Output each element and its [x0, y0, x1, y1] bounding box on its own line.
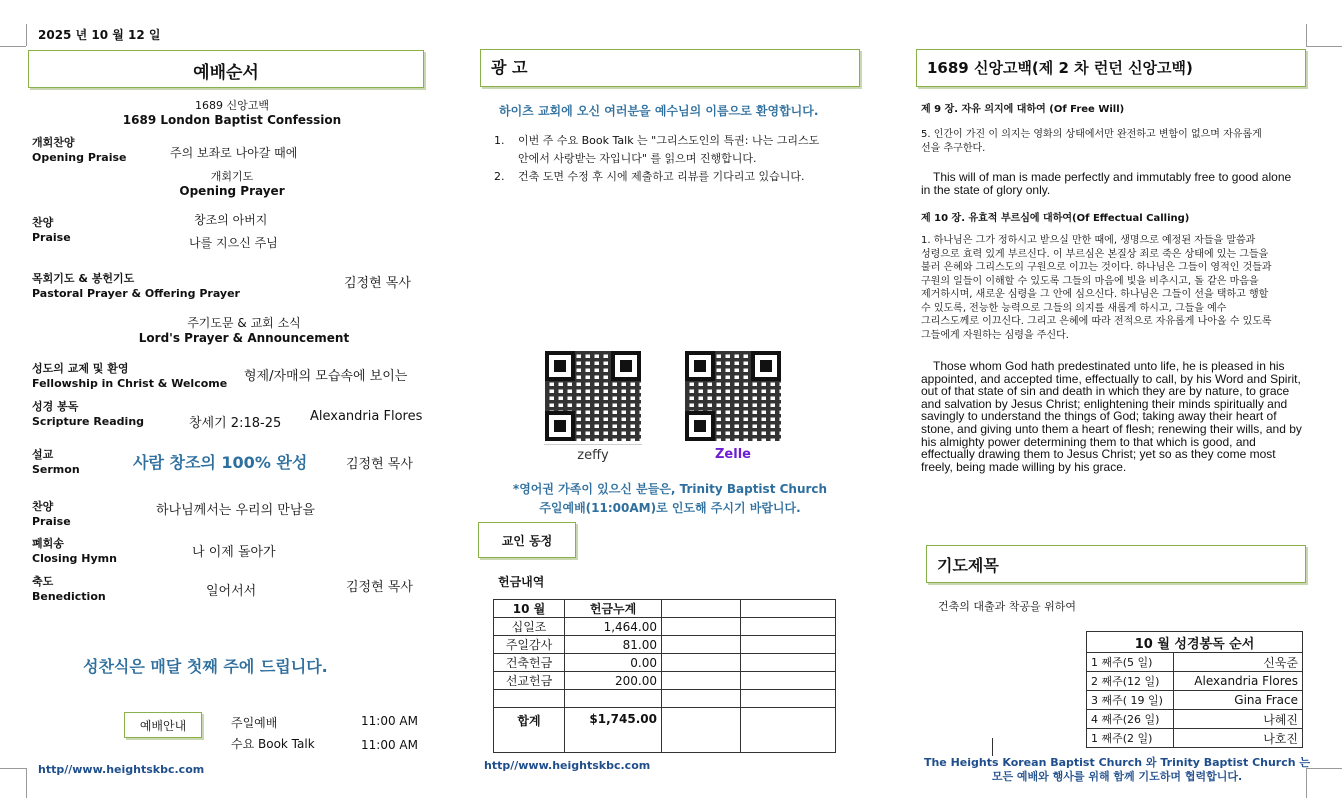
sermon-ko: 설교 — [32, 448, 54, 461]
bible-reading-header-row — [1087, 632, 1303, 653]
prayer-title: 기도제목 — [937, 556, 999, 575]
opening-prayer-block — [28, 168, 436, 198]
divider-line — [992, 738, 993, 756]
offering-cell-empty — [741, 636, 836, 654]
offering-total-label: 합계 — [494, 708, 565, 753]
opening-prayer-en: Opening Prayer — [179, 184, 285, 198]
worship-guide-badge — [124, 712, 202, 738]
chapter-10-en-line: stone, and giving unto them a heart of flesh; renewing their wills, and by — [921, 421, 1302, 436]
confession-header — [916, 49, 1306, 87]
partnership-footer — [920, 756, 1314, 784]
offering-cell-empty — [662, 690, 741, 708]
benediction-ko: 축도 — [32, 575, 54, 588]
confession-block — [28, 97, 436, 127]
offering-total-amount: $1,745.00 — [565, 708, 662, 753]
chapter-9-ko-line: 5. 인간이 가진 이 의지는 영화의 상태에서만 완전하고 변함이 없으며 자유롭게 — [921, 129, 1262, 140]
chapter-10-en-line: freely, being made willing by his grace. — [921, 459, 1127, 474]
service-order-title: 예배순서 — [193, 63, 259, 83]
website-link-left[interactable]: http//www.heightskbc.com — [38, 763, 205, 776]
english-note-line-2: 주일예배(11:00AM)로 인도해 주시기 바랍니다. — [539, 501, 801, 515]
chapter-10-ko-line: 1. 하나님은 그가 정하시고 받으실 만한 때에, 생명으로 예정된 자들을 말씀과 — [921, 235, 1256, 246]
bible-reading-table — [1086, 631, 1303, 748]
offering-label: 건축헌금 — [494, 654, 565, 672]
praise-en: Praise — [32, 230, 71, 244]
chapter-9-title: 제 9 장. 자유 의지에 대하여 (Of Free Will) — [921, 104, 1125, 115]
chapter-10-en-line: Those whom God hath predestinated unto life, he is pleased in his — [933, 359, 1285, 373]
bible-week: 1 째주(2 일) — [1087, 729, 1174, 748]
chapter-10-ko-line: 제거하시며, 새로운 심령을 그 안에 심으신다. 하나님은 그들이 선을 택하고 행할 — [921, 289, 1269, 300]
reading-reader: Alexandria Flores — [310, 409, 423, 424]
ads-item-1-num: 1. — [494, 134, 505, 147]
chapter-10-ko-line: 불러 은혜와 그리스도의 구원으로 이끄는 것이다. 하나님은 그들이 영적인 것들과 — [921, 262, 1272, 273]
offering-amount: 0.00 — [565, 654, 662, 672]
english-note — [480, 480, 860, 518]
chapter-9-en-line: This will of man is made perfectly and immutably free to good alone — [933, 170, 1292, 184]
offering-cell-empty — [741, 672, 836, 690]
zelle-qr-card[interactable] — [684, 351, 782, 466]
offering-title: 헌금내역 — [498, 575, 545, 589]
sermon-preacher: 김정현 목사 — [346, 457, 413, 472]
bible-week: 4 째주(26 일) — [1087, 710, 1174, 729]
crop-mark — [26, 768, 27, 798]
offering-cell-empty — [741, 618, 836, 636]
bible-reader: 신욱준 — [1174, 653, 1303, 672]
chapter-10-en-line: and salvation by Jesus Christ; enlightening their minds spiritually and — [921, 396, 1288, 411]
chapter-10-title: 제 10 장. 유효적 부르심에 대하여(Of Effectual Calling) — [921, 213, 1190, 224]
reading-ko: 성경 봉독 — [32, 400, 79, 413]
chapter-10-ko-line: 구원의 일들이 이해할 수 있도록 그들의 마음에 빛을 비추시고, 돌 같은 마음을 — [921, 275, 1259, 287]
qr-finder — [685, 351, 715, 381]
chapter-9-korean — [921, 128, 1262, 156]
chapter-10-ko-line: 그들에게 자원하는 심령을 주신다. — [921, 329, 1069, 341]
table-row — [494, 690, 836, 708]
opening-praise-label — [32, 136, 127, 166]
worship-guide-label: 예배안내 — [139, 719, 187, 733]
offering-header-month: 10 월 — [494, 600, 565, 618]
offering-cell-empty — [741, 690, 836, 708]
opening-praise-en: Opening Praise — [32, 150, 127, 164]
reading-passage: 창세기 2:18-25 — [189, 416, 282, 431]
closing-song: 나 이제 돌아가 — [192, 545, 276, 560]
praise-song-2: 나를 지으신 주님 — [189, 236, 278, 250]
guide-wed-time: 11:00 AM — [361, 738, 418, 752]
bible-reader: 나혜진 — [1174, 710, 1303, 729]
crop-mark — [1306, 46, 1342, 47]
offering-cell-empty — [494, 690, 565, 708]
benediction-song: 일어서서 — [206, 584, 257, 599]
fellowship-text: 형제/자매의 모습속에 보이는 — [244, 369, 408, 384]
chapter-10-en-line: out of that state of sin and death in which they are by nature, to grace — [921, 384, 1290, 399]
chapter-10-ko-line: 수 있도록, 전능한 능력으로 그들의 의지를 새롭게 하시고, 그들을 예수 — [921, 302, 1227, 314]
bible-reader: 나호진 — [1174, 729, 1303, 748]
qr-finder — [751, 351, 781, 381]
table-row — [494, 618, 836, 636]
offering-amount: 81.00 — [565, 636, 662, 654]
qr-finder — [545, 351, 575, 381]
table-row — [494, 654, 836, 672]
chapter-9-en-line: in the state of glory only. — [921, 183, 1051, 197]
offering-table — [493, 599, 836, 753]
opening-prayer-ko: 개회기도 — [210, 170, 254, 183]
zeffy-label: zeffy — [544, 444, 642, 467]
fellowship-ko: 성도의 교제 및 환영 — [32, 362, 129, 375]
praise2-en: Praise — [32, 514, 71, 528]
offering-header-total: 헌금누계 — [565, 600, 662, 618]
benediction-label — [32, 575, 106, 605]
offering-total-row — [494, 708, 836, 753]
ads-item-1-line-1: 이번 주 수요 Book Talk 는 "그리스도인의 특권: 나는 그리스도 — [518, 134, 820, 147]
bible-week: 2 째주(12 일) — [1087, 672, 1174, 691]
praise-ko: 찬양 — [32, 216, 54, 229]
table-row — [1087, 653, 1303, 672]
english-note-line-1: *영어권 가족이 있으신 분들은, Trinity Baptist Church — [512, 482, 828, 496]
fellowship-en: Fellowship in Christ & Welcome — [32, 376, 228, 390]
chapter-10-english — [921, 360, 1302, 473]
pastoral-prayer-label — [32, 272, 240, 302]
guide-sunday: 주일예배 — [231, 716, 278, 730]
prayer-header — [926, 545, 1306, 583]
opening-praise-ko: 개회찬양 — [32, 136, 75, 149]
partnership-footer-line-1: The Heights Korean Baptist Church 와 Trinity Baptist Church 는 — [923, 756, 1311, 769]
benediction-leader: 김정현 목사 — [346, 580, 413, 595]
benediction-en: Benediction — [32, 589, 106, 603]
confession-title: 1689 신앙고백(제 2 차 런던 신앙고백) — [927, 59, 1193, 77]
table-row — [1087, 691, 1303, 710]
crop-mark — [0, 768, 26, 769]
offering-cell-empty — [741, 708, 836, 753]
offering-cell-empty — [662, 636, 741, 654]
offering-cell-empty — [662, 600, 741, 618]
chapter-10-en-line: savingly to understand the things of God; taking away their heart of — [921, 409, 1277, 424]
offering-label: 주일감사 — [494, 636, 565, 654]
chapter-10-ko-line: 성령으로 효력 있게 부르신다. 이 부르심은 본질상 죄로 죽은 상태에 있는 그들을 — [921, 248, 1269, 260]
chapter-10-en-line: his almighty power determining them to that which is good, and — [921, 434, 1256, 449]
sermon-en: Sermon — [32, 462, 80, 476]
chapter-10-ko-line: 그리스도께로 이끄신다. 그리고 은혜에 따라 전적으로 자유롭게 나아올 수 있도록 — [921, 316, 1272, 327]
ads-item-1 — [494, 132, 854, 168]
ads-item-2-line-1: 건축 도면 수정 후 시에 제출하고 리뷰를 기다리고 있습니다. — [518, 170, 805, 183]
guide-wed: 수요 Book Talk — [231, 737, 315, 751]
table-row — [494, 636, 836, 654]
qr-finder — [685, 411, 715, 441]
confession-en: 1689 London Baptist Confession — [122, 113, 342, 127]
closing-hymn-label — [32, 537, 117, 567]
praise2-ko: 찬양 — [32, 500, 54, 513]
bible-week: 3 째주( 19 일) — [1087, 691, 1174, 710]
chapter-10-en-line: appointed, and accepted time, effectually to call, by his Word and Spirit, — [921, 371, 1301, 386]
ads-list — [494, 132, 854, 186]
member-news-label: 교인 동정 — [501, 534, 553, 548]
praise-song-1: 창조의 아버지 — [194, 213, 268, 227]
lords-ko: 주기도문 & 교회 소식 — [187, 316, 301, 330]
prayer-item: 건축의 대출과 착공을 위하여 — [938, 600, 1077, 613]
pastoral-leader: 김정현 목사 — [344, 276, 411, 291]
table-row — [1087, 729, 1303, 748]
bible-reader: Gina Frace — [1174, 691, 1303, 710]
sermon-label — [32, 448, 80, 478]
communion-note: 성찬식은 매달 첫째 주에 드립니다. — [83, 657, 328, 676]
chapter-10-en-line: effectually drawing them to Jesus Christ; yet so as they come most — [921, 447, 1276, 462]
offering-amount: 200.00 — [565, 672, 662, 690]
offering-cell-empty — [662, 654, 741, 672]
lords-prayer-block — [28, 314, 460, 345]
chapter-9-english — [921, 171, 1291, 197]
crop-mark — [26, 24, 27, 46]
offering-cell-empty — [565, 690, 662, 708]
reading-en: Scripture Reading — [32, 414, 145, 428]
service-order-header — [28, 50, 424, 88]
bible-reading-title: 10 월 성경봉독 순서 — [1087, 632, 1303, 653]
closing-en: Closing Hymn — [32, 551, 117, 565]
praise-label — [32, 216, 71, 246]
fellowship-label — [32, 362, 227, 392]
chapter-9-ko-line: 선을 추구한다. — [921, 143, 986, 154]
offering-header-row — [494, 600, 836, 618]
offering-cell-empty — [741, 600, 836, 618]
offering-cell-empty — [741, 654, 836, 672]
table-row — [494, 672, 836, 690]
scripture-reading-label — [32, 400, 144, 430]
zeffy-qr-card[interactable] — [544, 351, 642, 466]
offering-label: 선교헌금 — [494, 672, 565, 690]
qr-finder — [545, 411, 575, 441]
offering-label: 십일조 — [494, 618, 565, 636]
pastoral-ko: 목회기도 & 봉헌기도 — [32, 272, 135, 285]
chapter-10-korean — [921, 234, 1305, 342]
praise2-song: 하나님께서는 우리의 만남을 — [156, 503, 315, 518]
crop-mark — [1306, 24, 1307, 46]
closing-ko: 폐회송 — [32, 537, 64, 550]
zelle-label: Zelle — [715, 447, 751, 462]
sermon-title: 사람 창조의 100% 완성 — [133, 453, 308, 472]
table-row — [1087, 672, 1303, 691]
praise2-label — [32, 500, 71, 530]
ads-item-2 — [494, 168, 854, 186]
partnership-footer-line-2: 모든 예배와 행사를 위해 함께 기도하며 협력합니다. — [991, 770, 1243, 783]
guide-sunday-time: 11:00 AM — [361, 714, 418, 728]
offering-cell-empty — [662, 672, 741, 690]
website-link-middle[interactable]: http//www.heightskbc.com — [484, 759, 651, 772]
ads-item-2-num: 2. — [494, 170, 505, 183]
qr-finder — [611, 351, 641, 381]
ads-item-1-line-2: 안에서 사랑받는 자입니다" 를 읽으며 진행합니다. — [518, 152, 757, 165]
ads-header — [480, 49, 860, 87]
table-row — [1087, 710, 1303, 729]
pastoral-en: Pastoral Prayer & Offering Prayer — [32, 286, 240, 300]
lords-en: Lord's Prayer & Announcement — [138, 331, 350, 345]
offering-amount: 1,464.00 — [565, 618, 662, 636]
crop-mark — [0, 46, 26, 47]
ads-welcome: 하이츠 교회에 오신 여러분을 예수님의 이름으로 환영합니다. — [499, 104, 819, 118]
opening-praise-song: 주의 보좌로 나아갈 때에 — [170, 146, 298, 160]
date-label: 2025 년 10 월 12 일 — [38, 28, 161, 42]
bible-reader: Alexandria Flores — [1174, 672, 1303, 691]
bible-week: 1 째주(5 일) — [1087, 653, 1174, 672]
confession-ko: 1689 신앙고백 — [195, 99, 269, 112]
offering-cell-empty — [662, 618, 741, 636]
offering-cell-empty — [662, 708, 741, 753]
member-news-badge — [478, 522, 576, 558]
ads-title: 광 고 — [491, 58, 528, 77]
